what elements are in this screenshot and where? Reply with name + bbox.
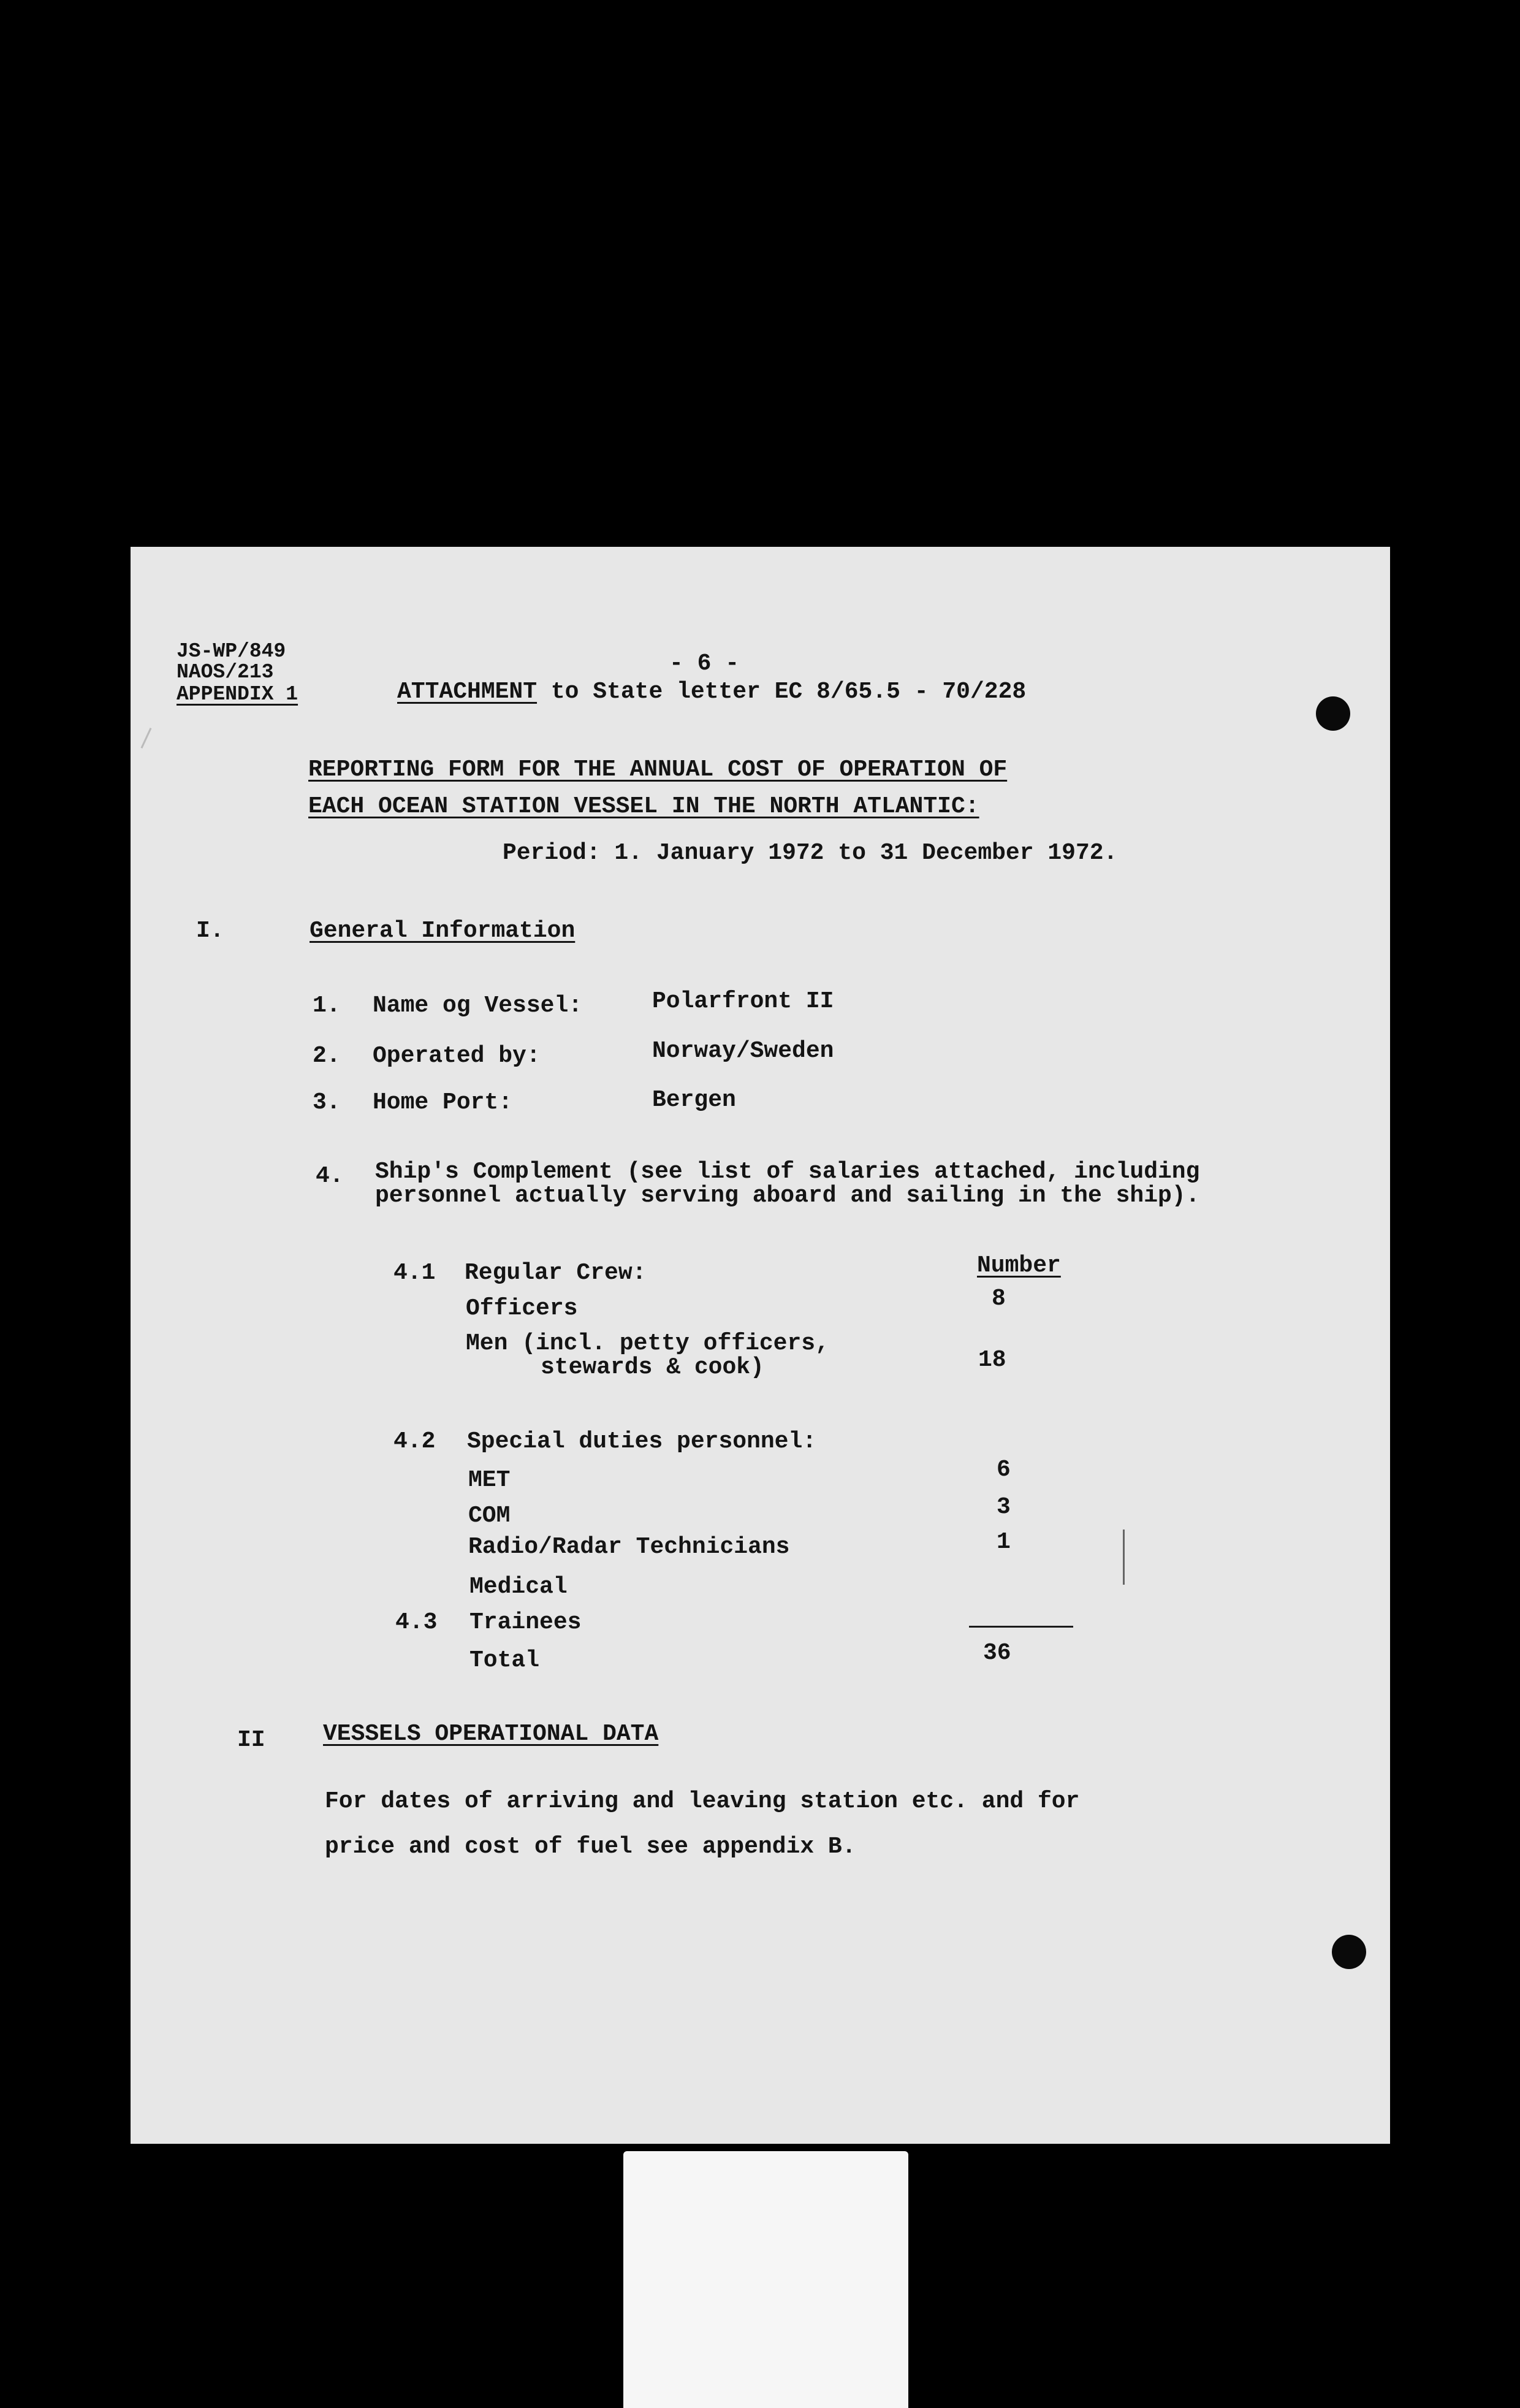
item-2-value: Norway/Sweden [652, 1038, 834, 1064]
period-line: Period: 1. January 1972 to 31 December 1972. [503, 840, 1118, 866]
item-4-line-2: personnel actually serving aboard and sailing in the ship). [375, 1183, 1200, 1209]
attachment-rest: to State letter EC 8/65.5 - 70/228 [537, 679, 1027, 705]
men-line-2: stewards & cook) [541, 1354, 764, 1381]
punch-hole-bottom [1332, 1935, 1366, 1969]
title-line-1: REPORTING FORM FOR THE ANNUAL COST OF OPERATION OF [308, 756, 1008, 783]
met-label: MET [468, 1467, 511, 1493]
item-3-num: 3. [313, 1089, 341, 1116]
trainees-label: Trainees [469, 1609, 582, 1636]
section2-line-2: price and cost of fuel see appendix B. [325, 1834, 856, 1860]
s42-num: 4.2 [393, 1428, 436, 1455]
number-header: Number [977, 1252, 1061, 1279]
total-rule [969, 1626, 1073, 1628]
ref-line-1: JS-WP/849 [177, 640, 286, 663]
title-line-2: EACH OCEAN STATION VESSEL IN THE NORTH ATLANTIC: [308, 793, 979, 820]
com-value: 3 [997, 1494, 1011, 1520]
radio-value: 1 [997, 1529, 1011, 1555]
s43-num: 4.3 [395, 1609, 438, 1636]
total-value: 36 [983, 1640, 1011, 1666]
punch-hole-top [1316, 696, 1350, 731]
total-label: Total [469, 1647, 540, 1674]
ref-line-2: NAOS/213 [177, 661, 274, 684]
s42-label: Special duties personnel: [467, 1428, 817, 1455]
section2-numeral: II [237, 1727, 265, 1753]
item-4-num: 4. [316, 1163, 344, 1189]
item-2-label: Operated by: [373, 1043, 541, 1069]
item-4-line-1: Ship's Complement (see list of salaries attached, including [375, 1159, 1200, 1185]
medical-label: Medical [469, 1574, 568, 1600]
section1-heading: General Information [310, 918, 576, 944]
men-value: 18 [978, 1347, 1006, 1373]
s41-label: Regular Crew: [465, 1260, 647, 1286]
item-1-num: 1. [313, 993, 341, 1019]
item-3-value: Bergen [652, 1087, 736, 1113]
item-2-num: 2. [313, 1043, 341, 1069]
met-value: 6 [997, 1457, 1011, 1483]
section1-numeral: I. [196, 918, 224, 944]
officers-value: 8 [992, 1286, 1006, 1312]
section2-line-1: For dates of arriving and leaving station etc. and for [325, 1788, 1080, 1815]
scanner-card [623, 2151, 908, 2408]
attachment-label: ATTACHMENT [397, 679, 538, 705]
item-1-value: Polarfront II [652, 988, 834, 1015]
item-1-label: Name og Vessel: [373, 993, 583, 1019]
page-number: - 6 - [669, 650, 740, 677]
s41-num: 4.1 [393, 1260, 436, 1286]
scan-mark [1123, 1530, 1125, 1585]
officers-label: Officers [466, 1295, 578, 1322]
section2-heading: VESSELS OPERATIONAL DATA [323, 1721, 659, 1747]
attachment-line [397, 680, 1026, 704]
com-label: COM [468, 1503, 511, 1529]
ref-line-3: APPENDIX 1 [177, 683, 298, 706]
men-line-1: Men (incl. petty officers, [466, 1330, 829, 1357]
item-3-label: Home Port: [373, 1089, 513, 1116]
radio-label: Radio/Radar Technicians [468, 1534, 790, 1560]
